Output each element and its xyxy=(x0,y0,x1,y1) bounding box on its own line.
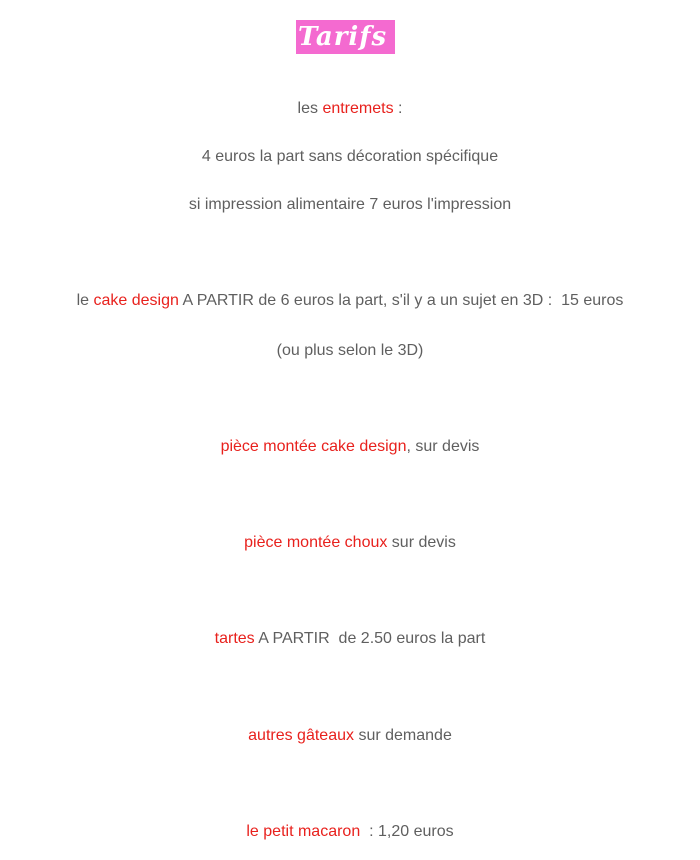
piece-montee-choux-line xyxy=(0,533,700,553)
piece-montee-cake-suffix: , sur devis xyxy=(406,438,480,455)
autres-gateaux-line xyxy=(0,726,700,746)
macaron-line xyxy=(0,822,700,842)
cake-design-prefix: le xyxy=(76,292,94,309)
cake-design-name: cake design xyxy=(93,292,179,309)
piece-montee-choux-name: pièce montée choux xyxy=(244,534,388,551)
autres-gateaux-suffix: sur demande xyxy=(354,727,452,744)
tartes-line xyxy=(0,629,700,649)
entremets-prefix: les xyxy=(297,100,323,117)
tartes-name: tartes xyxy=(214,630,255,647)
cake-design-note: (ou plus selon le 3D) xyxy=(276,342,424,359)
piece-montee-choux-suffix: sur devis xyxy=(387,534,456,551)
macaron-suffix: : 1,20 euros xyxy=(360,823,454,840)
macaron-name: le petit macaron xyxy=(246,823,361,840)
autres-gateaux-name: autres gâteaux xyxy=(248,727,354,744)
entremets-price-line: 4 euros la part sans décoration spécifique xyxy=(201,148,499,165)
piece-montee-cake-line xyxy=(0,437,700,457)
piece-montee-cake-name: pièce montée cake design xyxy=(220,438,407,455)
entremets-print-line: si impression alimentaire 7 euros l'impression xyxy=(188,196,512,213)
entremets-heading xyxy=(0,99,700,119)
tartes-suffix: A PARTIR de 2.50 euros la part xyxy=(254,630,486,647)
entremets-suffix: : xyxy=(393,100,403,117)
page-title: Tarifs xyxy=(296,20,395,54)
cake-design-line xyxy=(0,291,700,311)
cake-design-suffix: A PARTIR de 6 euros la part, s'il y a un sujet en 3D : 15 euros xyxy=(178,292,624,309)
entremets-name: entremets xyxy=(322,100,394,117)
